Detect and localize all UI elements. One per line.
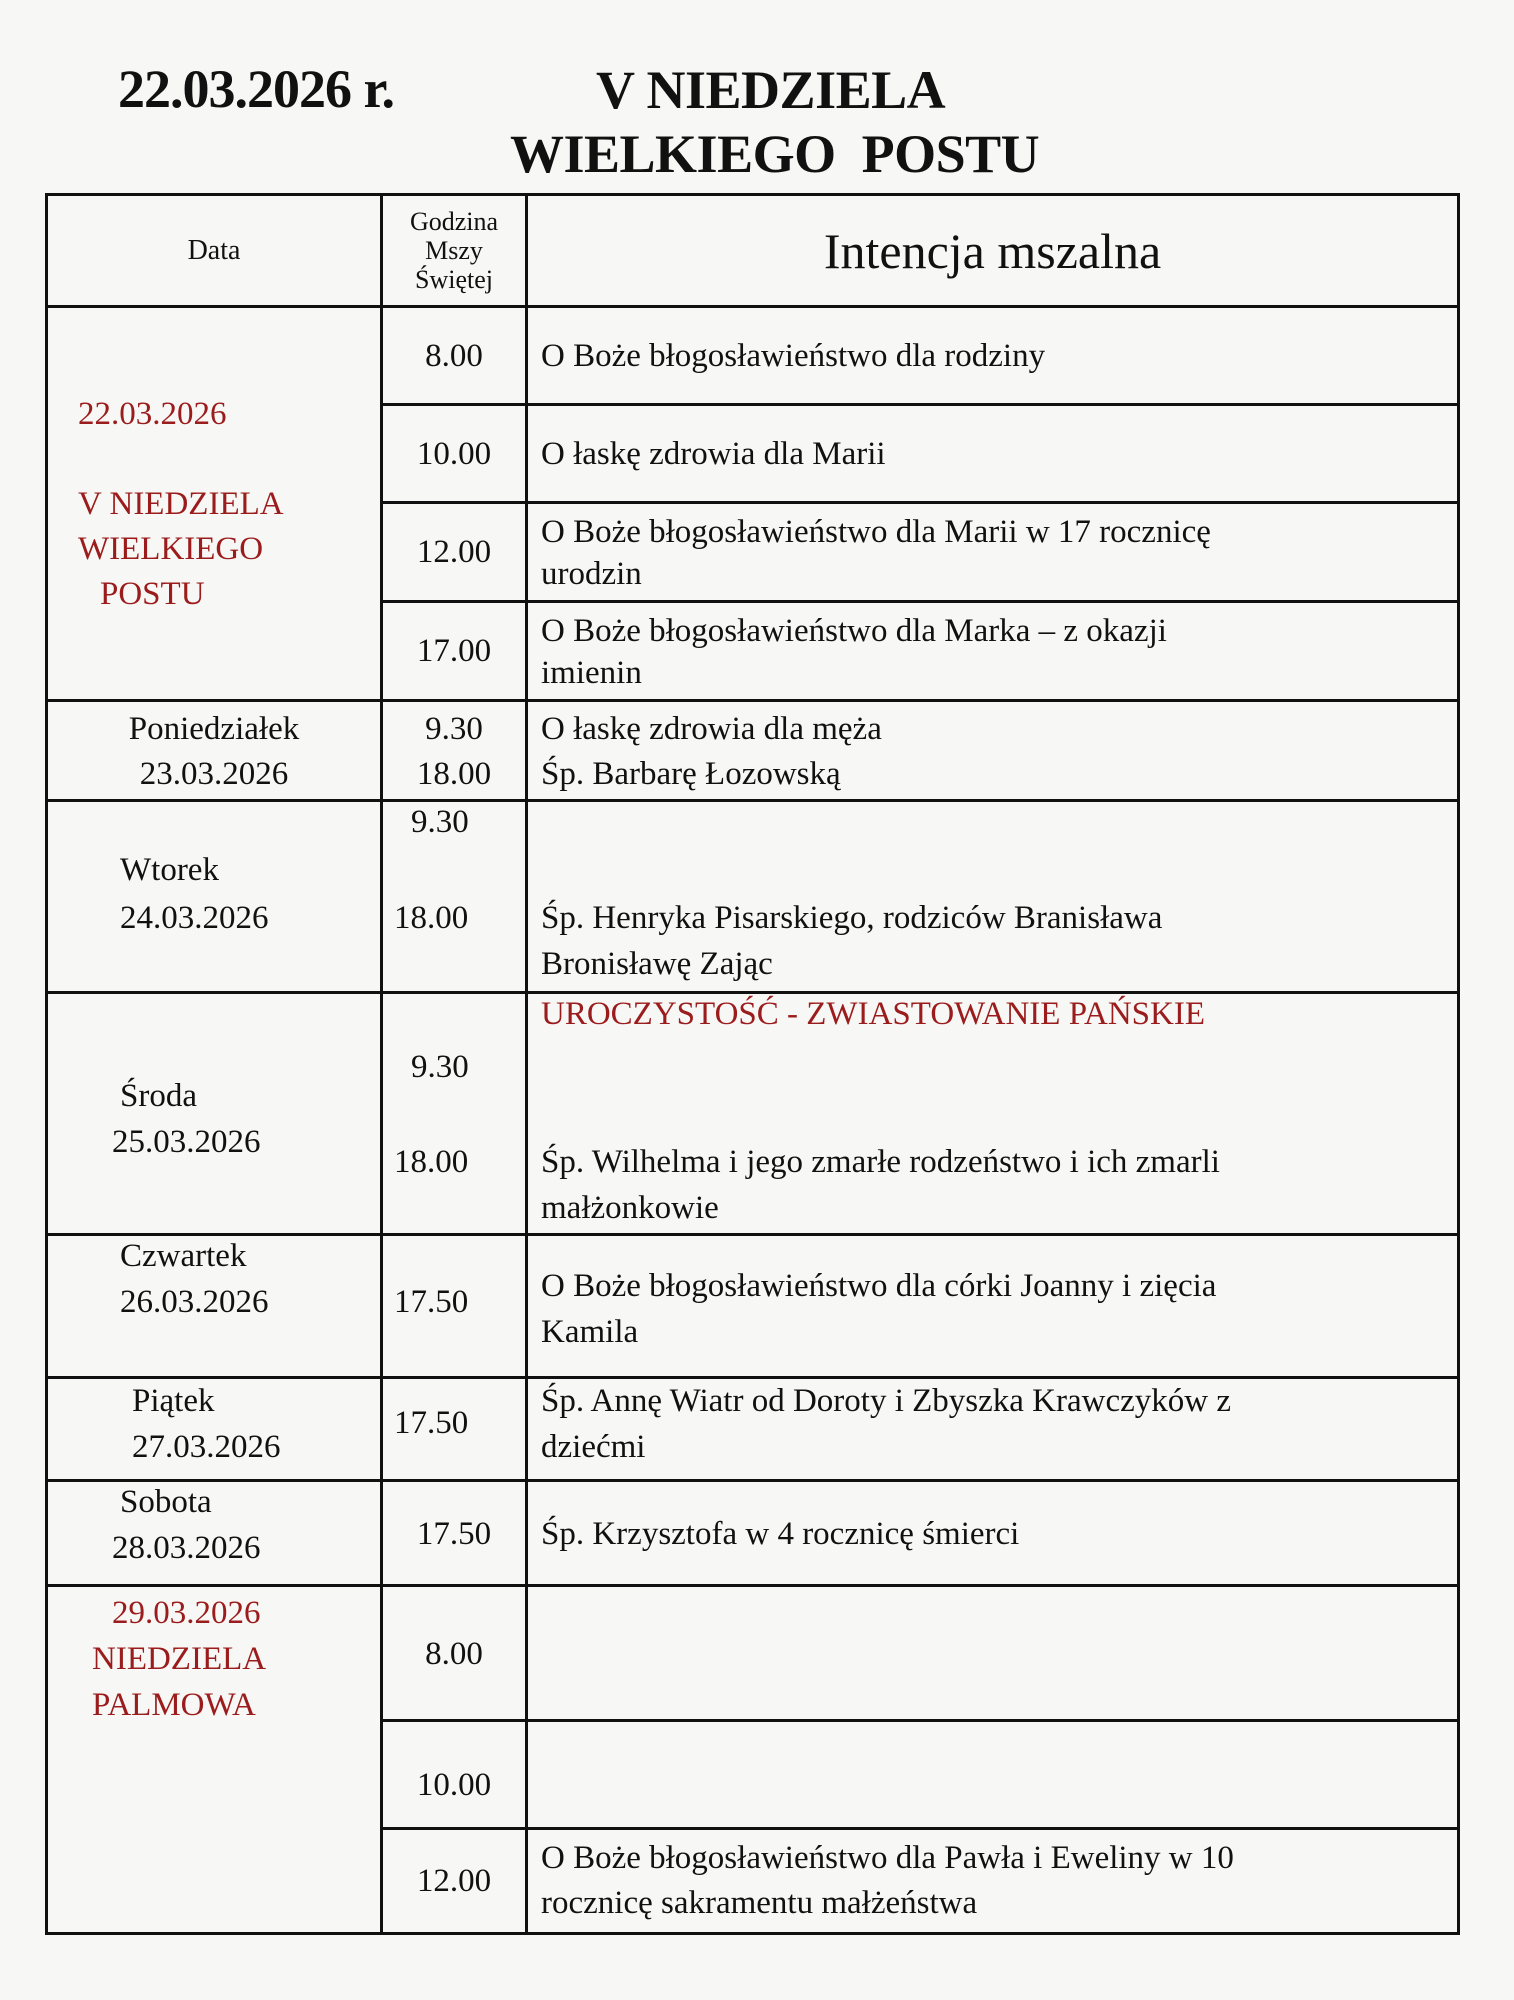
intention-cell <box>528 308 1457 405</box>
intention-text: urodzin <box>541 555 642 592</box>
palm-sunday-name-line1: NIEDZIELA <box>92 1641 267 1677</box>
time-cell: 17.50 <box>416 1515 492 1552</box>
intention-text: Bronisławę Zając <box>541 946 773 982</box>
intention-text: Śp. Wilhelma i jego zmarłe rodzeństwo i ich zmarli <box>541 1144 1220 1180</box>
title-line-2: WIELKIEGO POSTU <box>510 124 1040 184</box>
intention-cell <box>528 1830 1457 1932</box>
time-cell: 12.00 <box>416 534 492 570</box>
time-cell: 17.00 <box>416 633 492 669</box>
intention-cell <box>528 603 1457 700</box>
column-header-time <box>383 196 525 305</box>
intention-text: rocznicę sakramentu małżeństwa <box>541 1885 978 1921</box>
day-name: Poniedziałek <box>128 710 300 747</box>
palm-sunday-date: 29.03.2026 <box>112 1595 261 1631</box>
time-cell: 10.00 <box>416 436 492 472</box>
header-time-line1: Godzina <box>409 207 499 236</box>
palm-sunday-name-line2: PALMOWA <box>92 1687 256 1723</box>
intention-cell <box>528 1482 1457 1586</box>
intention-text: małżonkowie <box>541 1190 719 1226</box>
sunday-name-line3: POSTU <box>100 575 205 612</box>
sunday-name-line1: V NIEDZIELA <box>78 485 284 522</box>
time-cell: 12.00 <box>416 1862 492 1899</box>
mass-intentions-table <box>45 193 1460 1935</box>
feast-label: UROCZYSTOŚĆ - ZWIASTOWANIE PAŃSKIE <box>541 996 1206 1032</box>
time-cell: 8.00 <box>425 1635 483 1672</box>
time-cell <box>383 994 525 1235</box>
intention-cell <box>528 504 1457 601</box>
intention-text: Kamila <box>541 1314 639 1350</box>
time-value: 9.30 <box>411 804 469 840</box>
intention-text: Śp. Barbarę Łozowską <box>541 755 841 792</box>
day-date: 25.03.2026 <box>112 1124 261 1160</box>
intention-text: Śp. Annę Wiatr od Doroty i Zbyszka Krawczyków z <box>541 1383 1231 1419</box>
date-cell-sunday <box>48 308 380 700</box>
date-cell-friday <box>48 1379 380 1481</box>
header-time-line3: Świętej <box>415 265 493 294</box>
time-cell <box>383 702 525 801</box>
time-value: 17.50 <box>394 1405 469 1441</box>
intention-cell <box>528 1379 1457 1481</box>
intention-text: O Boże błogosławieństwo dla rodziny <box>541 338 1046 374</box>
intention-text: dziećmi <box>541 1429 646 1465</box>
intention-text: imienin <box>541 654 642 691</box>
time-value: 18.00 <box>394 1144 469 1180</box>
time-value: 9.30 <box>411 1049 469 1085</box>
date-cell-tuesday <box>48 802 380 993</box>
intention-cell <box>528 1236 1457 1378</box>
time-value: 9.30 <box>425 711 483 747</box>
day-name: Środa <box>120 1078 197 1114</box>
day-name: Piątek <box>132 1383 215 1419</box>
intention-cell <box>528 1722 1457 1829</box>
sunday-name-line2: WIELKIEGO <box>78 530 264 567</box>
day-date: 23.03.2026 <box>139 755 289 792</box>
time-value: 18.00 <box>416 756 492 792</box>
date-cell-palm-sunday <box>48 1587 380 1932</box>
date-cell-wednesday <box>48 994 380 1235</box>
sunday-date: 22.03.2026 <box>78 395 227 432</box>
column-header-intention: Intencja mszalna <box>823 222 1162 279</box>
time-value: 18.00 <box>394 900 469 936</box>
intention-cell <box>528 702 1457 801</box>
intention-text: O Boże błogosławieństwo dla Pawła i Eweliny w 10 <box>541 1840 1234 1876</box>
day-date: 26.03.2026 <box>120 1284 269 1320</box>
header-time-line2: Mszy <box>425 236 483 265</box>
date-cell-monday <box>48 702 380 801</box>
day-date: 27.03.2026 <box>132 1429 281 1465</box>
day-name: Sobota <box>120 1484 212 1520</box>
page-title <box>510 58 1110 186</box>
intention-text: O Boże błogosławieństwo dla Marka – z okazji <box>541 612 1167 649</box>
day-name: Czwartek <box>120 1238 247 1274</box>
intention-text: O łaskę zdrowia dla męża <box>541 710 882 747</box>
intention-text: O łaskę zdrowia dla Marii <box>541 436 886 472</box>
date-cell-saturday <box>48 1482 380 1586</box>
time-value: 17.50 <box>394 1284 469 1320</box>
intention-cell <box>528 406 1457 503</box>
time-cell: 10.00 <box>416 1767 492 1803</box>
column-header-date: Data <box>187 234 241 266</box>
intention-text: Śp. Krzysztofa w 4 rocznicę śmierci <box>541 1515 1020 1552</box>
time-cell <box>383 802 525 993</box>
intention-cell <box>528 1587 1457 1721</box>
date-cell-thursday <box>48 1236 380 1378</box>
day-date: 24.03.2026 <box>120 900 269 936</box>
time-cell <box>383 1379 525 1481</box>
intention-cell <box>528 994 1457 1235</box>
time-cell <box>383 1236 525 1378</box>
title-line-1: V NIEDZIELA <box>596 60 946 120</box>
intention-text: O Boże błogosławieństwo dla córki Joanny i zięcia <box>541 1268 1217 1304</box>
time-cell: 8.00 <box>425 338 483 374</box>
intention-text: Śp. Henryka Pisarskiego, rodziców Branisława <box>541 900 1163 936</box>
intention-cell <box>528 802 1457 993</box>
bulletin-date: 22.03.2026 r. <box>118 59 395 119</box>
day-name: Wtorek <box>120 852 219 888</box>
intention-text: O Boże błogosławieństwo dla Marii w 17 rocznicę <box>541 513 1211 550</box>
day-date: 28.03.2026 <box>112 1530 261 1566</box>
